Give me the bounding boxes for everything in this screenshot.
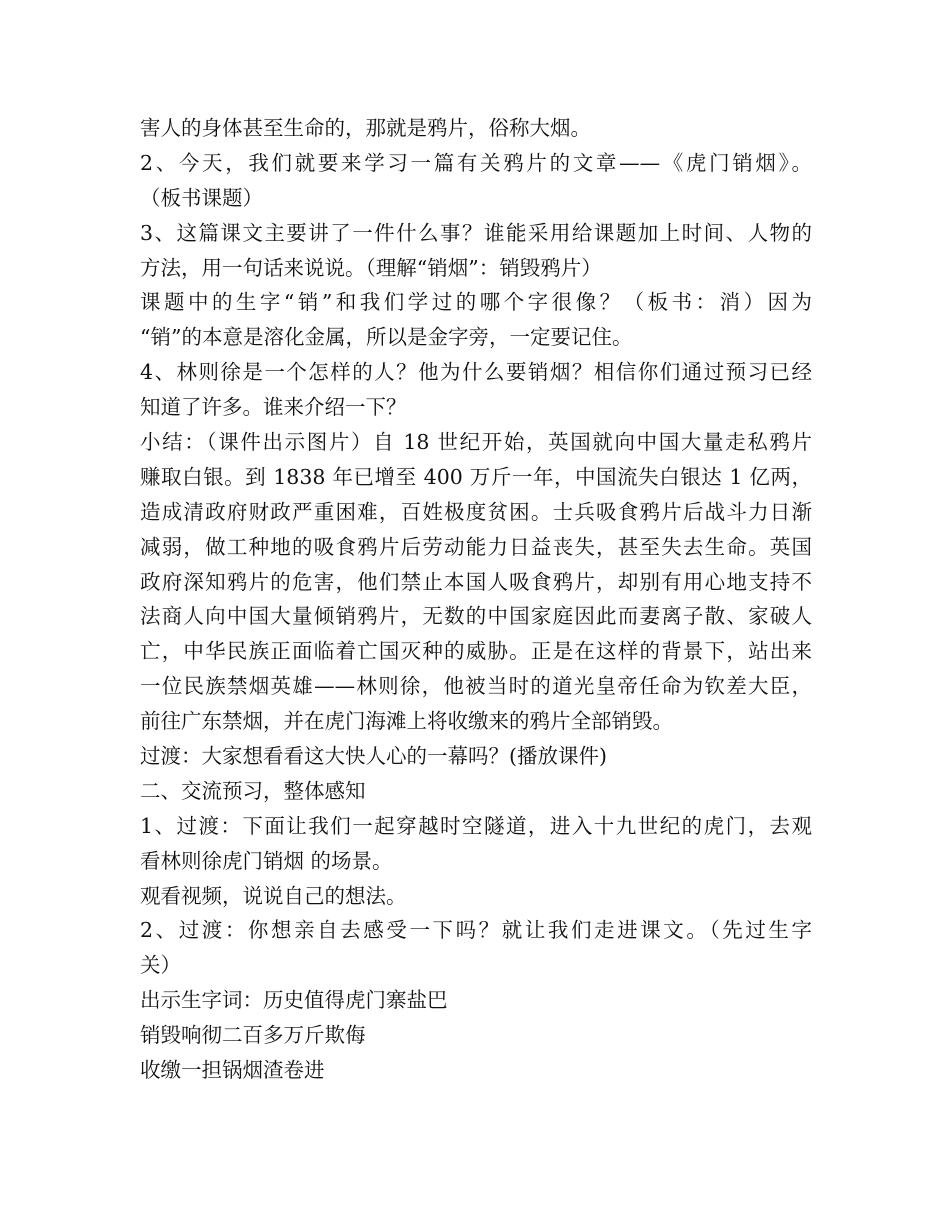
text-line: 造成清政府财政严重困难，百姓极度贫困。士兵吸食鸦片后战斗力日渐 [140, 499, 812, 524]
text-line: 知道了许多。谁来介绍一下？ [140, 395, 407, 420]
text-line: 小结：（课件出示图片）自 18 世纪开始，英国就向中国大量走私鸦片 [140, 430, 812, 455]
text-line: 看林则徐虎门销烟 的场景。 [140, 848, 393, 873]
text-line: 销毁响彻二百多万斤欺侮 [140, 1023, 366, 1048]
text-line: 4、林则徐是一个怎样的人？他为什么要销烟？相信你们通过预习已经 [140, 360, 812, 385]
text-line: 过渡：大家想看看这大快人心的一幕吗？(播放课件) [140, 744, 607, 769]
text-line: 减弱，做工种地的吸食鸦片后劳动能力日益丧失，甚至失去生命。英国 [140, 534, 812, 559]
text-line: 害人的身体甚至生命的，那就是鸦片，俗称大烟。 [140, 116, 591, 140]
text-line: 2、过渡：你想亲自去感受一下吗？就让我们走进课文。（先过生字 [140, 918, 812, 943]
text-line: 1、过渡：下面让我们一起穿越时空隧道，进入十九世纪的虎门，去观 [140, 813, 812, 838]
text-line: 法商人向中国大量倾销鸦片，无数的中国家庭因此而妻离子散、家破人 [140, 604, 812, 629]
text-line: 赚取白银。到 1838 年已增至 400 万斤一年，中国流失白银达 1 亿两， [140, 464, 812, 489]
text-line: 政府深知鸦片的危害，他们禁止本国人吸食鸦片，却别有用心地支持不 [140, 569, 812, 594]
document-body [140, 111, 812, 1088]
text-line: 关） [140, 953, 181, 978]
text-line: 观看视频，说说自己的想法。 [140, 883, 407, 908]
text-line: 方法，用一句话来说说。（理解“销烟”：销毁鸦片） [140, 255, 602, 280]
text-line: 一位民族禁烟英雄——林则徐，他被当时的道光皇帝任命为钦差大臣， [140, 674, 812, 699]
text-line: 课题中的生字“销”和我们学过的哪个字很像？（板书：消）因为 [140, 290, 812, 315]
text-line: 前往广东禁烟，并在虎门海滩上将收缴来的鸦片全部销毁。 [140, 709, 673, 734]
text-line: 亡，中华民族正面临着亡国灭种的威胁。正是在这样的背景下，站出来 [140, 639, 812, 664]
text-line: 2、今天，我们就要来学习一篇有关鸦片的文章——《虎门销烟》。 [140, 150, 812, 175]
text-line: 出示生字词：历史值得虎门寨盐巴 [140, 988, 448, 1013]
text-line: 二、交流预习，整体感知 [140, 778, 366, 803]
text-line: “销”的本意是溶化金属，所以是金字旁，一定要记住。 [140, 325, 633, 350]
text-line: 收缴一担锅烟渣卷进 [140, 1058, 325, 1083]
text-line: 3、这篇课文主要讲了一件什么事？谁能采用给课题加上时间、人物的 [140, 220, 812, 245]
text-line: （板书课题） [140, 185, 263, 210]
